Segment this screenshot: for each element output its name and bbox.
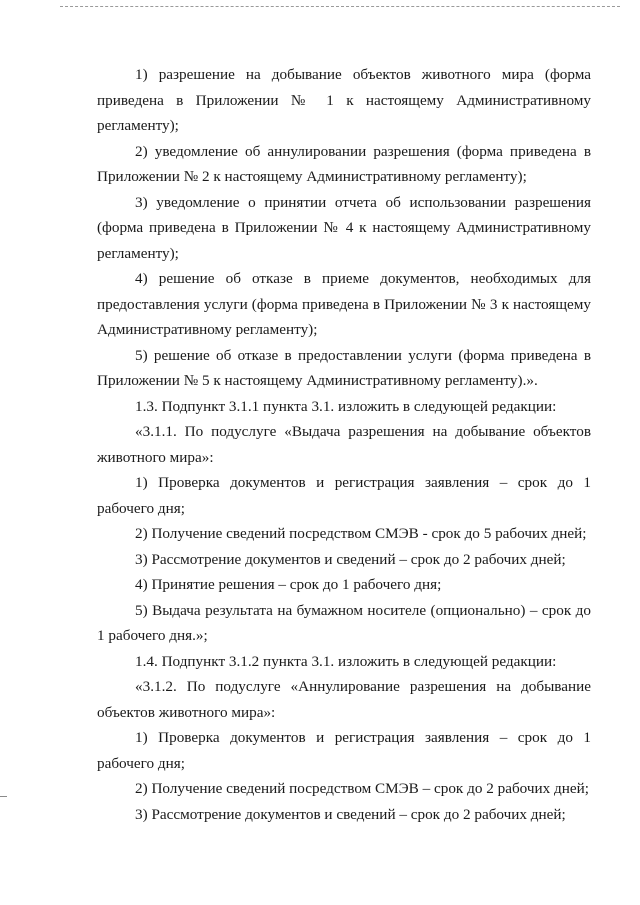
document-body	[97, 62, 591, 827]
paragraph-step-3: 3) Рассмотрение документов и сведений – срок до 2 рабочих дней;	[135, 550, 566, 568]
scan-top-rule	[60, 6, 620, 8]
paragraph-step-2: 2) Получение сведений посредством СМЭВ - срок до 5 рабочих дней;	[135, 525, 587, 542]
paragraph-item-4: 4) решение об отказе в приеме документов, необходимых для предоставления услуги (форма приведена в Приложении № 3 к настоящему Административному регламенту);	[97, 270, 591, 338]
paragraph-subpoint-1-3: 1.3. Подпункт 3.1.1 пункта 3.1. изложить в следующей редакции:	[135, 397, 557, 415]
paragraph-item-5: 5) решение об отказе в предоставлении услуги (форма приведена в Приложении № 5 к настоящему Административному регламенту).».	[97, 346, 591, 389]
paragraph-section-3-1-2: «3.1.2. По подуслуге «Аннулирование разрешения на добывание объектов животного мира»:	[97, 678, 591, 721]
paragraph-section-3-1-1: «3.1.1. По подуслуге «Выдача разрешения на добывание объектов животного мира»:	[97, 423, 591, 466]
paragraph-item-3: 3) уведомление о принятии отчета об использовании разрешения (форма приведена в Приложении № 4 к настоящему Административному регламенту);	[97, 193, 591, 262]
paragraph-item-2: 2) уведомление об аннулировании разрешения (форма приведена в Приложении № 2 к настоящему Административному регламенту);	[97, 142, 591, 185]
paragraph-step-1b: 1) Проверка документов и регистрация заявления – срок до 1 рабочего дня;	[97, 729, 591, 772]
paragraph-subpoint-1-4: 1.4. Подпункт 3.1.2 пункта 3.1. изложить в следующей редакции:	[135, 652, 557, 670]
paragraph-step-3b: 3) Рассмотрение документов и сведений – срок до 2 рабочих дней;	[135, 805, 566, 823]
paragraph-step-4: 4) Принятие решения – срок до 1 рабочего дня;	[135, 576, 442, 593]
paragraph-item-1: 1) разрешение на добывание объектов животного мира (форма приведена в Приложении № 1 к настоящему Административному регламенту);	[97, 66, 591, 134]
paragraph-step-1: 1) Проверка документов и регистрация заявления – срок до 1 рабочего дня;	[97, 474, 591, 517]
paragraph-step-2b: 2) Получение сведений посредством СМЭВ – срок до 2 рабочих дней;	[135, 780, 589, 797]
paragraph-step-5: 5) Выдача результата на бумажном носителе (опционально) – срок до 1 рабочего дня.»;	[97, 601, 591, 644]
scan-margin-mark	[0, 796, 7, 797]
